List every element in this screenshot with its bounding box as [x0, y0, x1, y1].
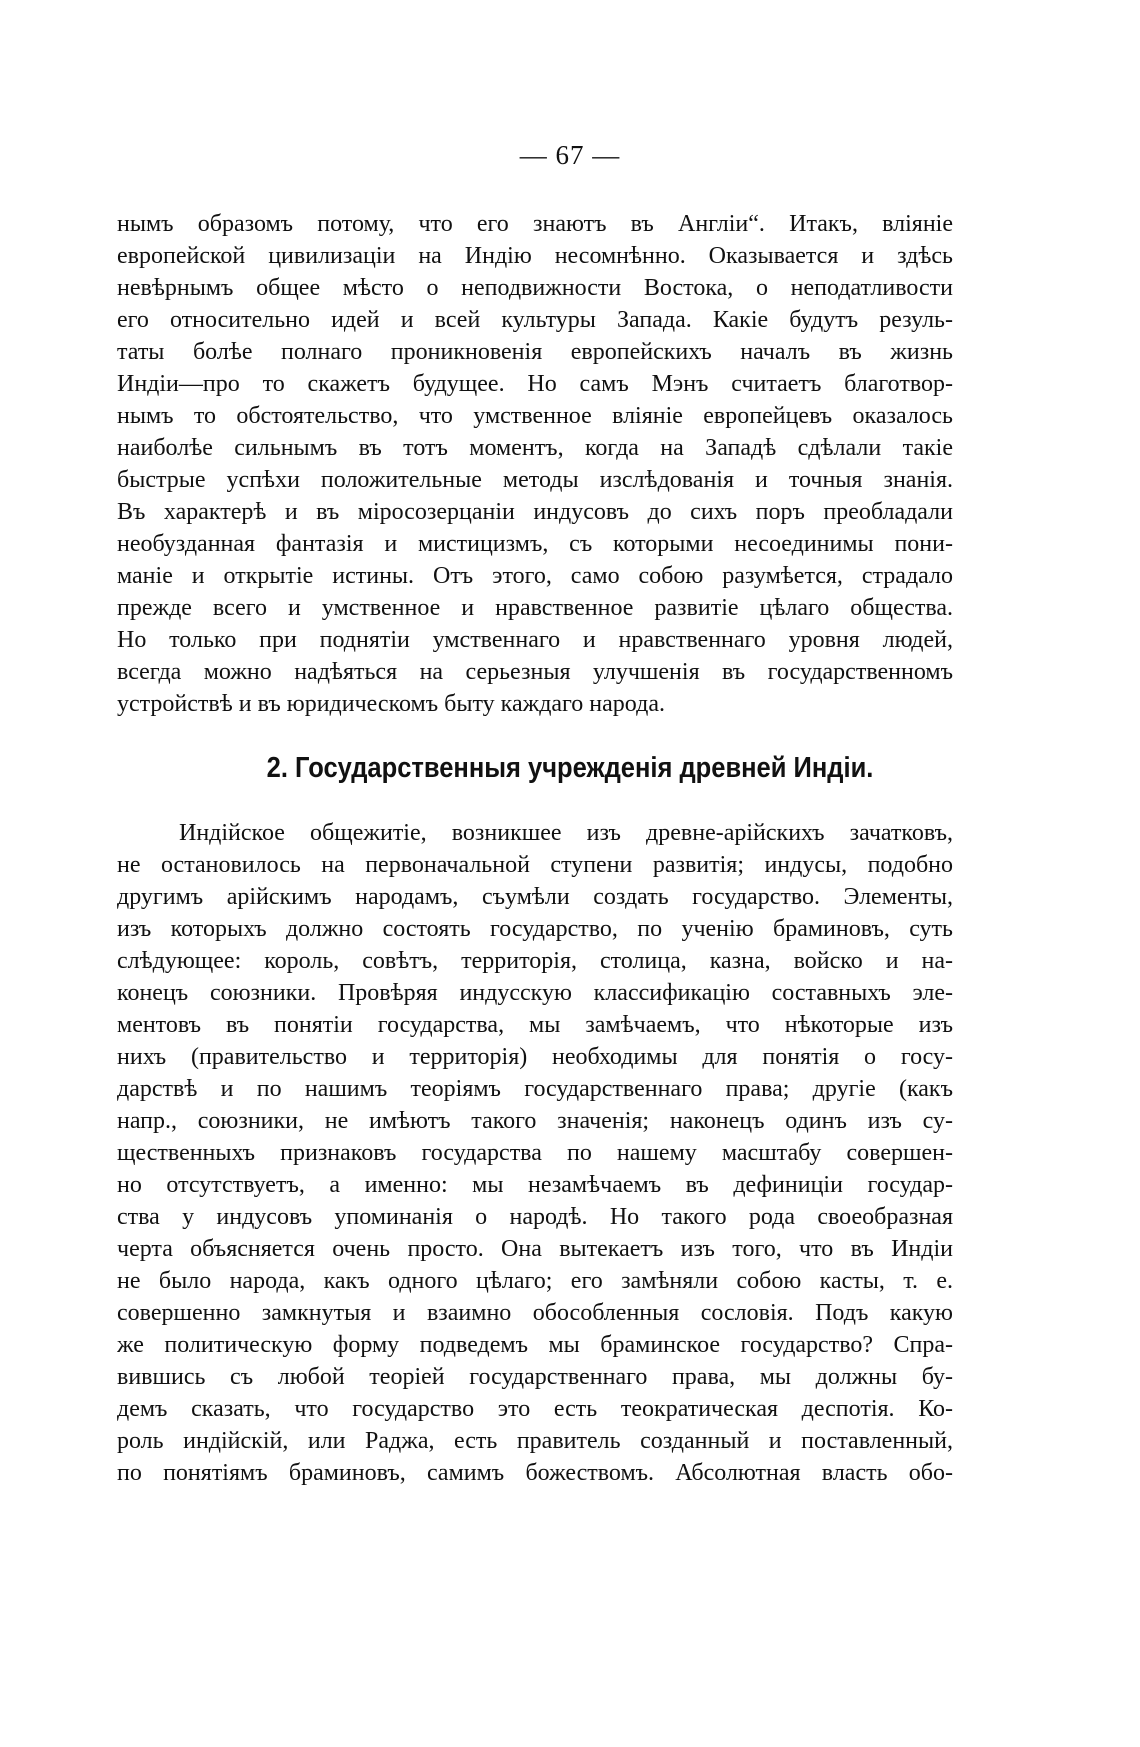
- text-line: нихъ (правительство и территорія) необходимы для понятія о госу-: [117, 1044, 953, 1070]
- text-line: его относительно идей и всей культуры Запада. Какіе будутъ резуль-: [117, 307, 953, 333]
- text-line: прежде всего и умственное и нравственное развитіе цѣлаго общества.: [117, 595, 953, 621]
- text-line: напр., союзники, не имѣютъ такого значенія; наконецъ одинъ изъ су-: [117, 1108, 953, 1134]
- text-line: необузданная фантазія и мистицизмъ, съ которыми несоединимы пони-: [117, 531, 953, 557]
- text-line: таты болѣе полнаго проникновенія европейскихъ началъ въ жизнь: [117, 339, 953, 365]
- paragraph-2: [117, 817, 953, 1489]
- page-number: — 67 —: [519, 140, 621, 170]
- text-line: европейской цивилизаціи на Индію несомнѣнно. Оказывается и здѣсь: [117, 243, 953, 269]
- text-line: маніе и открытіе истины. Отъ этого, само собою разумѣется, страдало: [117, 563, 953, 589]
- text-line: роль индійскій, или Раджа, есть правитель созданный и поставленный,: [117, 1428, 953, 1454]
- text-line: всегда можно надѣяться на серьезныя улучшенія въ государственномъ: [117, 659, 953, 685]
- text-line: же политическую форму подведемъ мы браминское государство? Спра-: [117, 1332, 953, 1358]
- text-line: Индійское общежитіе, возникшее изъ древне-арійскихъ зачатковъ,: [179, 820, 953, 846]
- text-line: изъ которыхъ должно состоять государство, по ученію браминовъ, суть: [117, 916, 953, 942]
- text-line: невѣрнымъ общее мѣсто о неподвижности Востока, о неподатливости: [117, 275, 953, 301]
- text-line: Но только при поднятіи умственнаго и нравственнаго уровня людей,: [117, 627, 953, 653]
- text-line: демъ сказать, что государство это есть теократическая деспотія. Ко-: [117, 1396, 953, 1422]
- text-line: наиболѣе сильнымъ въ тотъ моментъ, когда на Западѣ сдѣлали такіе: [117, 435, 953, 461]
- text-line: ства у индусовъ упоминанія о народѣ. Но такого рода своеобразная: [117, 1204, 953, 1230]
- text-line: совершенно замкнутыя и взаимно обособленныя сословія. Подъ какую: [117, 1300, 953, 1326]
- text-line: вившись съ любой теоріей государственнаго права, мы должны бу-: [117, 1364, 953, 1390]
- text-line: устройствѣ и въ юридическомъ быту каждаго народа.: [117, 691, 665, 717]
- text-line: другимъ арійскимъ народамъ, съумѣли создать государство. Элементы,: [117, 884, 953, 910]
- text-line: нымъ то обстоятельство, что умственное вліяніе европейцевъ оказалось: [117, 403, 953, 429]
- text-line: конецъ союзники. Провѣряя индусскую классификацію составныхъ эле-: [117, 980, 953, 1006]
- text-line: дарствѣ и по нашимъ теоріямъ государственнаго права; другіе (какъ: [117, 1076, 953, 1102]
- text-line: не было народа, какъ одного цѣлаго; его замѣняли собою касты, т. е.: [117, 1268, 953, 1294]
- text-line: Въ характерѣ и въ міросозерцаніи индусовъ до сихъ поръ преобладали: [117, 499, 953, 525]
- text-line: слѣдующее: король, совѣтъ, территорія, столица, казна, войско и на-: [117, 948, 953, 974]
- section-heading: 2. Государственныя учрежденія древней Индіи.: [266, 752, 874, 784]
- paragraph-1: [117, 208, 953, 720]
- text-line: быстрые успѣхи положительные методы изслѣдованія и точныя знанія.: [117, 467, 953, 493]
- text-line: но отсутствуетъ, а именно: мы незамѣчаемъ въ дефиниціи государ-: [117, 1172, 953, 1198]
- text-line: не остановилось на первоначальной ступени развитія; индусы, подобно: [117, 852, 953, 878]
- text-line: щественныхъ признаковъ государства по нашему масштабу совершен-: [117, 1140, 953, 1166]
- text-line: ментовъ въ понятіи государства, мы замѣчаемъ, что нѣкоторые изъ: [117, 1012, 953, 1038]
- text-line: нымъ образомъ потому, что его знаютъ въ Англіи“. Итакъ, вліяніе: [117, 211, 953, 237]
- text-line: черта объясняется очень просто. Она вытекаетъ изъ того, что въ Индіи: [117, 1236, 953, 1262]
- text-line: по понятіямъ браминовъ, самимъ божествомъ. Абсолютная власть обо-: [117, 1460, 953, 1486]
- text-line: Индіи—про то скажетъ будущее. Но самъ Мэнъ считаетъ благотвор-: [117, 371, 953, 397]
